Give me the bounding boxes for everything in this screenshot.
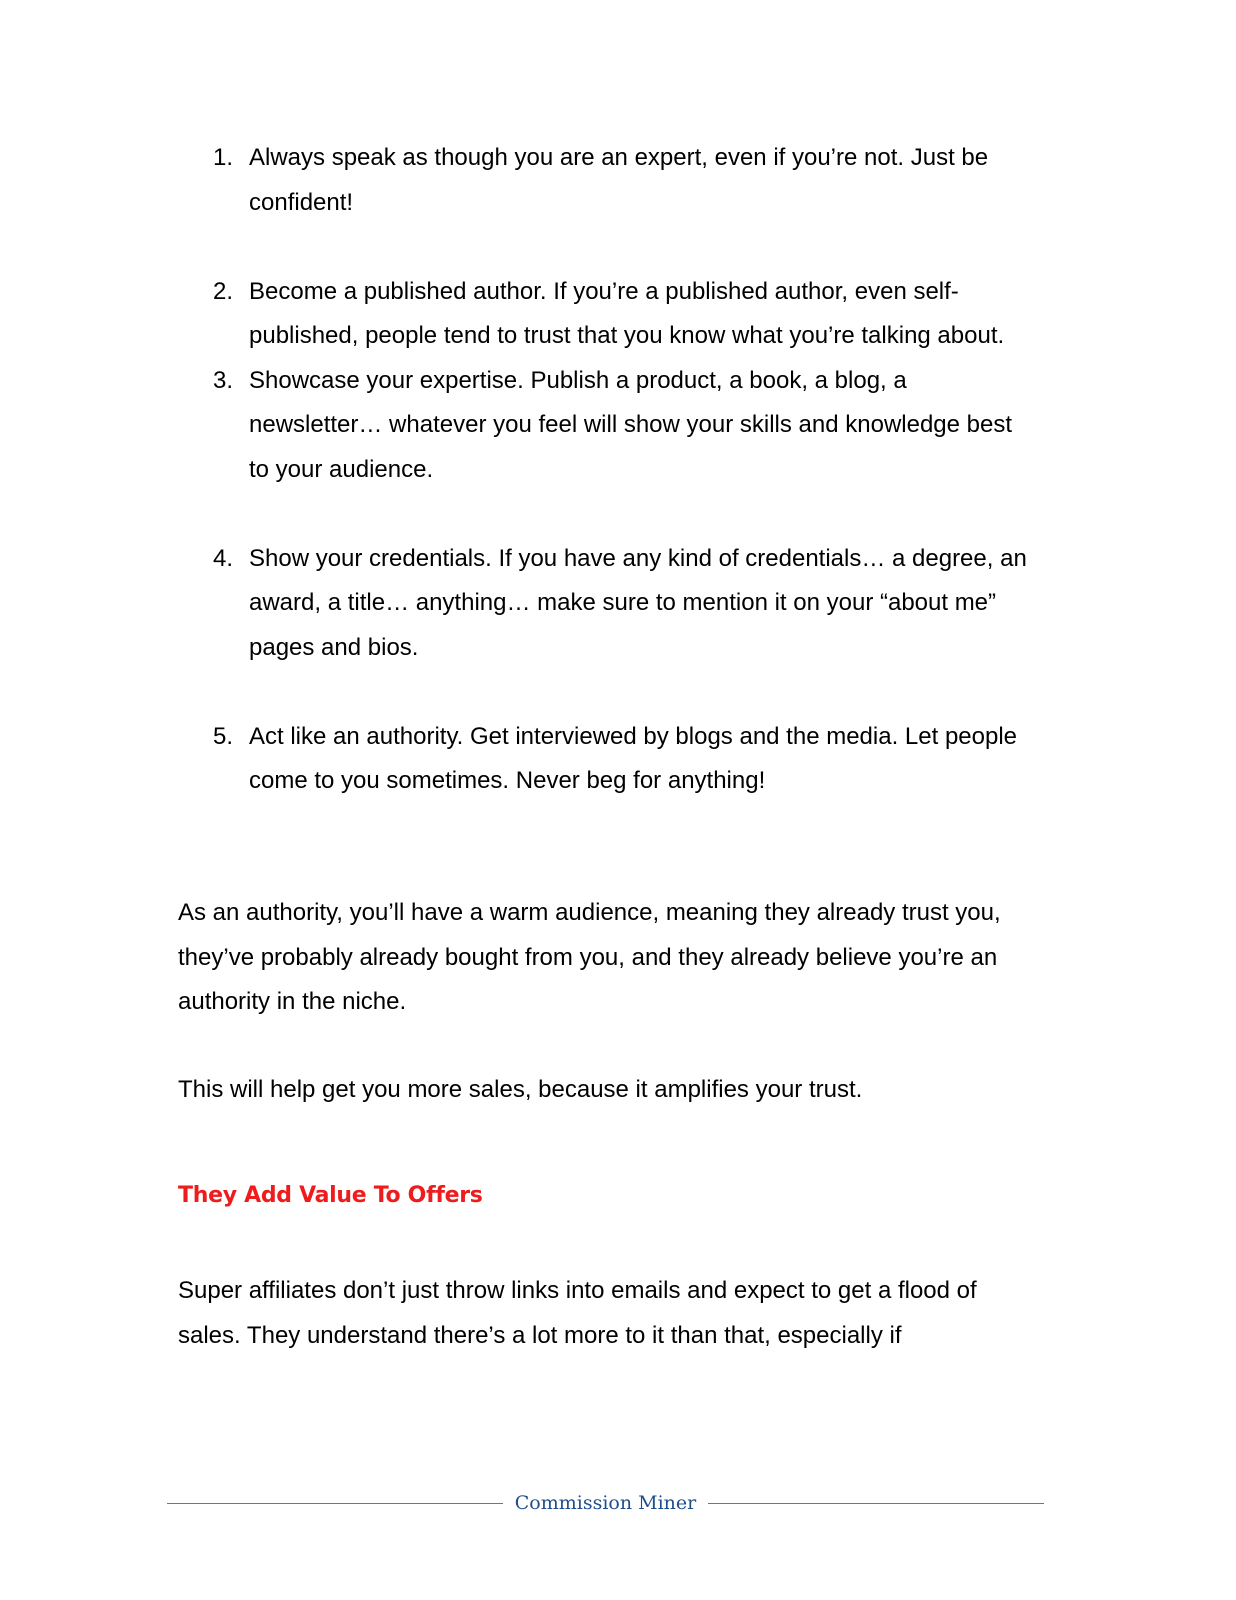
footer-rule-right bbox=[708, 1503, 1044, 1504]
list-number: 2. bbox=[213, 277, 234, 305]
footer-title: Commission Miner bbox=[514, 1492, 697, 1514]
list-item bbox=[213, 715, 1033, 804]
footer-rule-left bbox=[167, 1503, 503, 1504]
list-text: Act like an authority. Get interviewed by blogs and the media. Let people come to you sometimes. Never beg for anything! bbox=[249, 722, 1018, 794]
list-item bbox=[213, 270, 1033, 359]
list-item bbox=[213, 136, 1033, 225]
list-text: Become a published author. If you’re a published author, even self-published, people tend to trust that you know what you’re talking about. bbox=[249, 277, 1005, 349]
list-item bbox=[213, 359, 1033, 493]
authority-paragraph: As an authority, you’ll have a warm audience, meaning they already trust you, they’ve probably already bought from you, and they already believe you’re an authority in the niche. bbox=[178, 899, 1001, 1015]
list-number: 5. bbox=[213, 722, 234, 750]
closing-paragraph: Super affiliates don’t just throw links into emails and expect to get a flood of sales. They understand there’s a lot more to it than that, especially if bbox=[178, 1277, 977, 1349]
section-heading: They Add Value To Offers bbox=[178, 1183, 483, 1208]
page-footer bbox=[167, 1488, 1044, 1518]
list-text: Show your credentials. If you have any kind of credentials… a degree, an award, a title… anything… make sure to mention it on your “about me” pages and bios. bbox=[249, 544, 1027, 661]
sales-paragraph: This will help get you more sales, because it amplifies your trust. bbox=[178, 1076, 863, 1103]
list-number: 3. bbox=[213, 366, 234, 394]
list-text: Showcase your expertise. Publish a product, a book, a blog, a newsletter… whatever you feel will show your skills and knowledge best to your audience. bbox=[249, 366, 1013, 483]
list-item bbox=[213, 537, 1033, 671]
list-number: 1. bbox=[213, 144, 234, 171]
tips-list bbox=[213, 136, 1033, 804]
list-number: 4. bbox=[213, 544, 234, 572]
list-text: Always speak as though you are an expert, even if you’re not. Just be confident! bbox=[249, 144, 989, 216]
